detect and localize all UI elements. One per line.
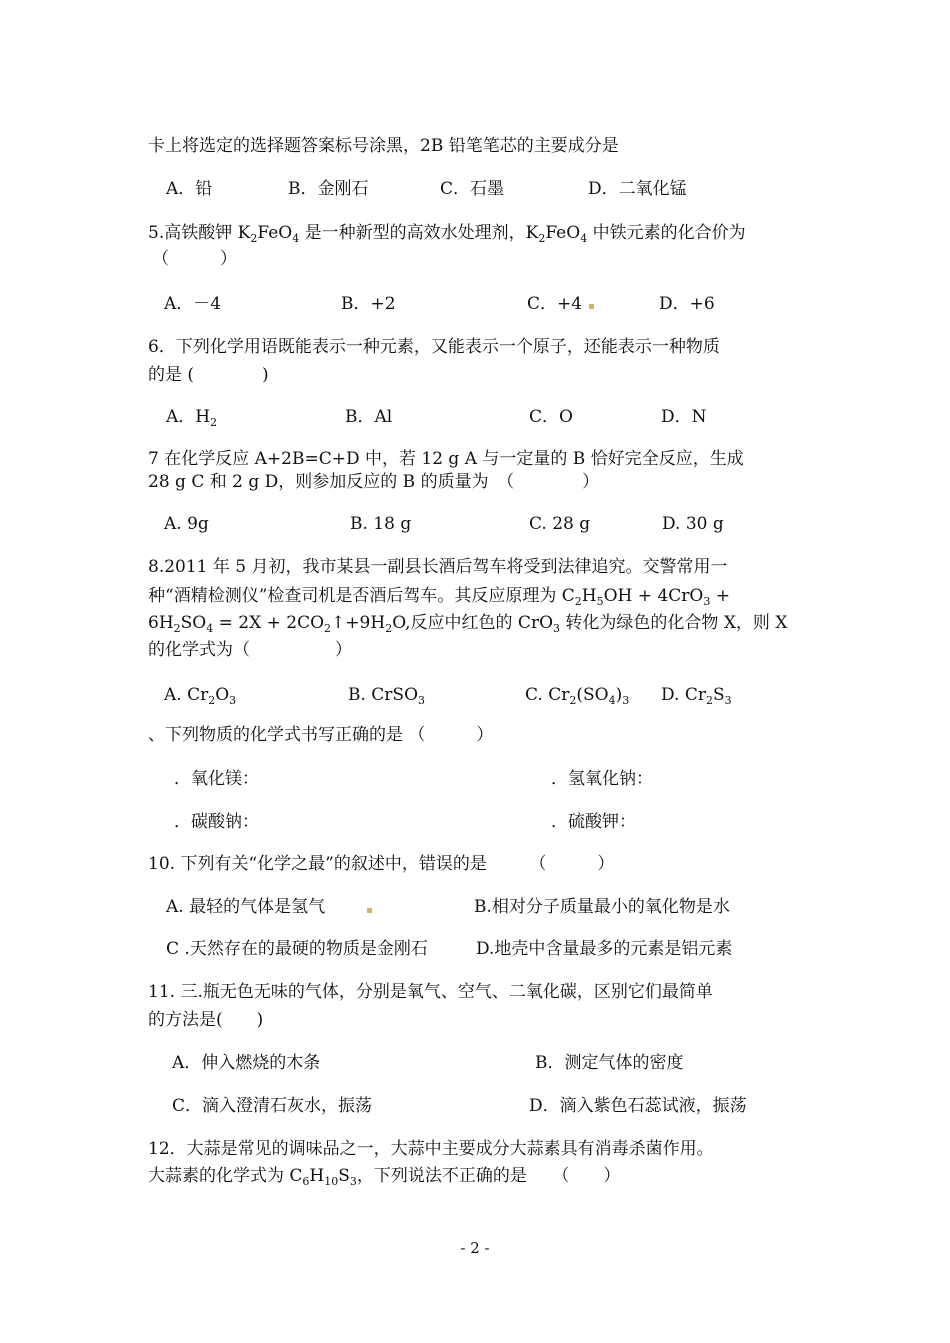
scan-mark <box>367 908 372 913</box>
q4-option-b: B．金刚石 <box>288 179 369 199</box>
q6-option-c: C．O <box>529 407 573 427</box>
q8-stem-line4: 的化学式为（ ） <box>148 640 352 660</box>
q10-stem: 10. 下列有关“化学之最”的叙述中，错误的是 （ ） <box>148 854 615 874</box>
q6-option-a: A．$H_2$ <box>166 407 218 429</box>
q7-option-a: A. 9g <box>164 514 209 534</box>
q10-option-b: B.相对分子质量最小的氧化物是水 <box>474 897 730 917</box>
page-number: - 2 - <box>460 1239 490 1257</box>
q5-option-d: D．+6 <box>659 294 715 314</box>
q11-option-c: C．滴入澄清石灰水，振荡 <box>172 1096 373 1116</box>
q4-option-a: A．铅 <box>166 179 213 199</box>
q8-stem-line1: 8.2011 年 5 月初，我市某县一副县长酒后驾车将受到法律追究。交警常用一 <box>148 557 728 577</box>
q7-stem-line1: 7 在化学反应 A+2B=C+D 中，若 12 g A 与一定量的 B 恰好完全反应，生成 <box>148 449 744 469</box>
q9-stem: 、下列物质的化学式书写正确的是 （ ） <box>148 725 494 745</box>
q6-stem-line1: 6．下列化学用语既能表示一种元素，又能表示一个原子，还能表示一种物质 <box>148 337 720 357</box>
q6-option-d: D．N <box>661 407 707 427</box>
q7-stem-line2: 28 g C 和 2 g D，则参加反应的 B 的质量为 （ ） <box>148 472 600 492</box>
q5-answer-paren: （ ） <box>152 249 237 269</box>
q5-option-a: A．－4 <box>164 294 222 314</box>
q11-option-d: D．滴入紫色石蕊试液，振荡 <box>529 1096 747 1116</box>
q11-stem-line2: 的方法是( ) <box>148 1010 264 1030</box>
scan-mark <box>589 304 594 309</box>
q5-stem: 5.高铁酸钾 $K_2FeO_4$ 是一种新型的高效水处理剂，$K_2FeO_4$ 中铁元素的化合价为 <box>148 223 746 245</box>
q9-item-1: ．氧化镁： <box>174 769 259 789</box>
q8-stem-line3: $6H_2SO_4 = 2X$ + $2CO_2↑+9H_2O$,反应中红色的 CrO$_3$ 转化为绿色的化合物 X，则 X <box>148 613 788 635</box>
q10-option-a: A. 最轻的气体是氢气 <box>166 897 326 917</box>
q4-option-d: D．二氧化锰 <box>588 179 687 199</box>
q7-option-d: D. 30 g <box>662 514 724 534</box>
q11-option-a: A．伸入燃烧的木条 <box>172 1053 321 1073</box>
q8-option-c: C. $Cr_2(SO_4)_3$ <box>525 685 630 707</box>
q12-stem-line2: 大蒜素的化学式为 $C_6H_{10}S_3$，下列说法不正确的是 （ ） <box>148 1166 621 1188</box>
q5-option-b: B．+2 <box>341 294 396 314</box>
q11-option-b: B．测定气体的密度 <box>535 1053 684 1073</box>
q9-item-4: ．硫酸钾： <box>551 812 636 832</box>
q8-stem-line2: 种“酒精检测仪”检查司机是否酒后驾车。其反应原理为 $C_2H_5OH + 4CrO_3$ + <box>148 586 730 608</box>
q8-option-b: B. CrSO$_3$ <box>348 685 426 707</box>
q9-item-3: ．碳酸钠： <box>174 812 259 832</box>
q6-stem-line2: 的是 ( ) <box>148 365 269 385</box>
q9-item-2: ．氢氧化钠： <box>551 769 653 789</box>
q8-option-a: A. $Cr_2O_3$ <box>164 685 237 707</box>
q7-option-b: B. 18 g <box>350 514 412 534</box>
q10-option-c: C .天然存在的最硬的物质是金刚石 <box>166 939 428 959</box>
q7-option-c: C. 28 g <box>529 514 591 534</box>
intro-line: 卡上将选定的选择题答案标号涂黑，2B 铅笔笔芯的主要成分是 <box>148 136 619 156</box>
q6-option-b: B．Al <box>345 407 393 427</box>
q11-stem-line1: 11. 三.瓶无色无味的气体，分别是氧气、空气、二氧化碳，区别它们最简单 <box>148 982 713 1002</box>
q4-option-c: C．石墨 <box>440 179 505 199</box>
q5-option-c: C．+4 <box>527 294 583 314</box>
q10-option-d: D.地壳中含量最多的元素是铝元素 <box>476 939 733 959</box>
q12-stem-line1: 12．大蒜是常见的调味品之一，大蒜中主要成分大蒜素具有消毒杀菌作用。 <box>148 1139 714 1159</box>
q8-option-d: D. $Cr_2S_3$ <box>661 685 732 707</box>
